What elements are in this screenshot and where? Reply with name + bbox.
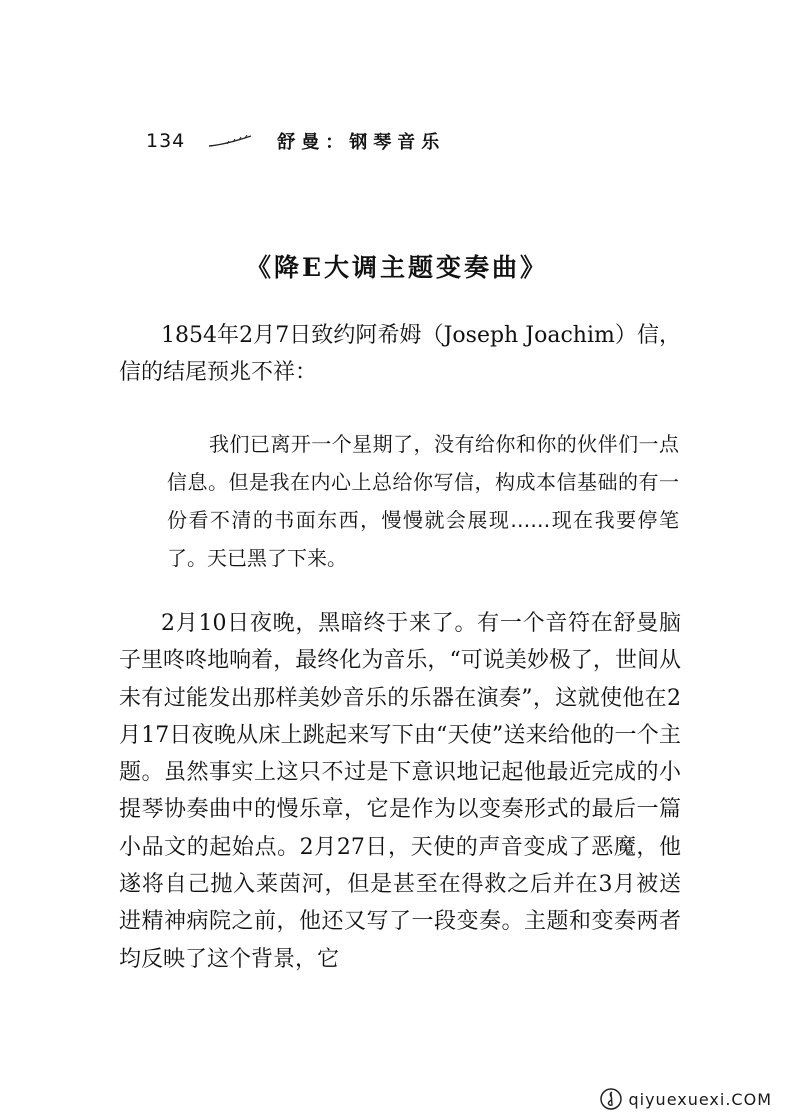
flourish-ornament-icon <box>207 134 253 148</box>
treble-clef-icon <box>600 1088 622 1110</box>
quoted-letter: 我们已离开一个星期了，没有给你和你的伙伴们一点信息。但是我在内心上总给你写信，构成本信基础的有一份看不清的书面东西，慢慢就会展现……现在我要停笔了。天已黑了下来。 <box>167 432 679 570</box>
running-title: 舒曼：钢琴音乐 <box>277 132 446 153</box>
intro-paragraph: 1854年2月7日致约阿希姆（Joseph Joachim）信，信的结尾预兆不祥： <box>119 323 681 385</box>
main-paragraph: 2月10日夜晚，黑暗终于来了。有一个音符在舒曼脑子里咚咚地响着，最终化为音乐，“可说美妙极了，世间从未有过能发出那样美妙音乐的乐器在演奏”，这就使他在2月17日夜晚从床上跳起来写下由“天使”送来给他的一个主题。虽然事实上这只不过是下意识地记起他最近完成的小提琴协奏曲中的慢乐章，它是作为以变奏形式的最后一篇小品文的起始点。2月27日，天使的声音变成了恶魔，他遂将自己抛入莱茵河，但是甚至在得救之后并在3月被送进精神病院之前，他还又写了一段变奏。主题和变奏两者均反映了这个背景，它 <box>119 611 681 972</box>
watermark-text: qiyuexuexi.COM <box>628 1089 772 1109</box>
section-title: 《降E大调主题变奏曲》 <box>245 253 549 282</box>
page-number: 134 <box>146 130 186 152</box>
site-watermark <box>600 1088 772 1110</box>
running-header <box>146 128 445 154</box>
